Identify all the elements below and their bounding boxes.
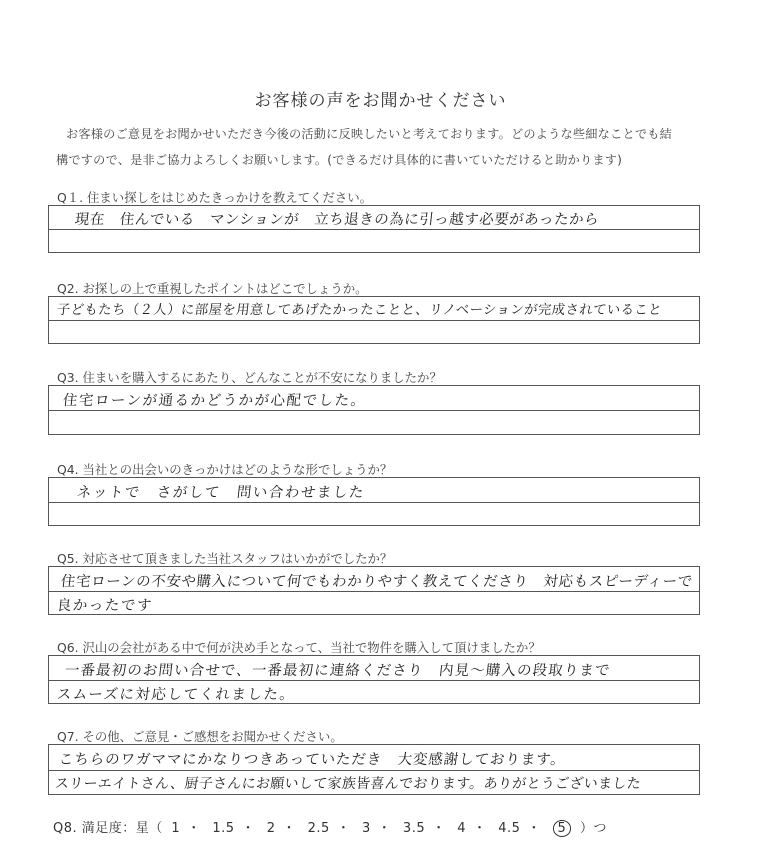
question-1-label: Q１. 住まい探しをはじめたきっかけを教えてください。 <box>57 190 373 205</box>
answer-box-1 <box>48 205 700 253</box>
rating-option-2[interactable]: 2 <box>266 821 276 836</box>
ruled-line <box>49 229 699 230</box>
ruled-line <box>49 591 699 592</box>
answer-5-line-2: 良かったです <box>56 598 154 614</box>
answer-box-5 <box>48 566 700 615</box>
rating-option-1[interactable]: 1 <box>171 821 181 836</box>
answer-box-4 <box>48 477 700 526</box>
answer-7-line-2: スリーエイトさん、厨子さんにお願いして家族皆喜んでおります。ありがとうございました <box>54 776 642 792</box>
ruled-line <box>49 770 699 771</box>
answer-4-line-1: ネットで さがして 問い合わせました <box>76 485 366 501</box>
answer-6-line-2: スムーズに対応してくれました。 <box>56 687 297 703</box>
intro-line-2: 構ですので、是非ご協力よろしくお願いします。(できるだけ具体的に書いていただけると助かります) <box>56 153 623 167</box>
ruled-line <box>49 320 699 321</box>
rating-option-4-5[interactable]: 4.5 <box>498 821 521 836</box>
question-2-label: Q2. お探しの上で重視したポイントはどこでしょうか。 <box>57 281 368 296</box>
q8-label: Q8. 満足度：星（ <box>53 821 163 836</box>
ruled-line <box>49 410 699 411</box>
answer-6-line-1: 一番最初のお問い合せで、一番最初に連絡くださり 内見～購入の段取りまで <box>64 663 612 679</box>
rating-option-5-selected[interactable]: 5 <box>553 820 572 837</box>
rating-option-3[interactable]: 3 <box>361 821 371 836</box>
rating-option-2-5[interactable]: 2.5 <box>307 821 330 836</box>
question-7-label: Q7. その他、ご意見・ご感想をお聞かせください。 <box>57 729 343 744</box>
answer-2-line-1: 子どもたち（２人）に部屋を用意してあげたかったことと、リノベーションが完成されていること <box>56 303 663 318</box>
answer-box-7 <box>48 744 700 795</box>
rating-option-1-5[interactable]: 1.5 <box>212 821 235 836</box>
question-4-label: Q4. 当社との出会いのきっかけはどのような形でしょうか？ <box>57 462 393 477</box>
answer-box-3 <box>48 385 700 435</box>
question-6-label: Q6. 沢山の会社がある中で何が決め手となって、当社で物件を購入して頂けましたか？ <box>57 640 541 655</box>
answer-3-line-1: 住宅ローンが通るかどうかが心配でした。 <box>62 393 368 409</box>
intro-line-1: お客様のご意見をお聞かせいただき今後の活動に反映したいと考えております。どのような些細なことでも結 <box>66 127 673 141</box>
rating-option-3-5[interactable]: 3.5 <box>402 821 426 836</box>
ruled-line <box>49 502 699 503</box>
answer-box-6 <box>48 655 700 704</box>
ruled-line <box>49 680 699 681</box>
satisfaction-rating: Q8. 満足度：星（ 1 ・ 1.5 ・ 2 ・ 2.5 ・ 3 ・ 3.5 ・ 4 ・ 4.5 ・ 5 ）つ <box>53 817 607 837</box>
answer-5-line-1: 住宅ローンの不安や購入について何でもわかりやすく教えてくださり 対応もスピーディーで <box>60 574 694 590</box>
answer-7-line-1: こちらのワガママにかなりつきあっていただき 大変感謝しております。 <box>58 752 567 768</box>
rating-option-4[interactable]: 4 <box>457 821 467 836</box>
q8-close: ）つ <box>579 821 607 836</box>
question-3-label: Q3. 住まいを購入するにあたり、どんなことが不安になりましたか？ <box>57 370 442 385</box>
page-title: お客様の声をお聞かせください <box>254 91 507 111</box>
answer-box-2 <box>48 296 700 344</box>
question-5-label: Q5. 対応させて頂きました当社スタッフはいかがでしたか？ <box>57 551 393 566</box>
answer-1-line-1: 現在 住んでいる マンションが 立ち退きの為に引っ越す必要があったから <box>74 212 600 228</box>
